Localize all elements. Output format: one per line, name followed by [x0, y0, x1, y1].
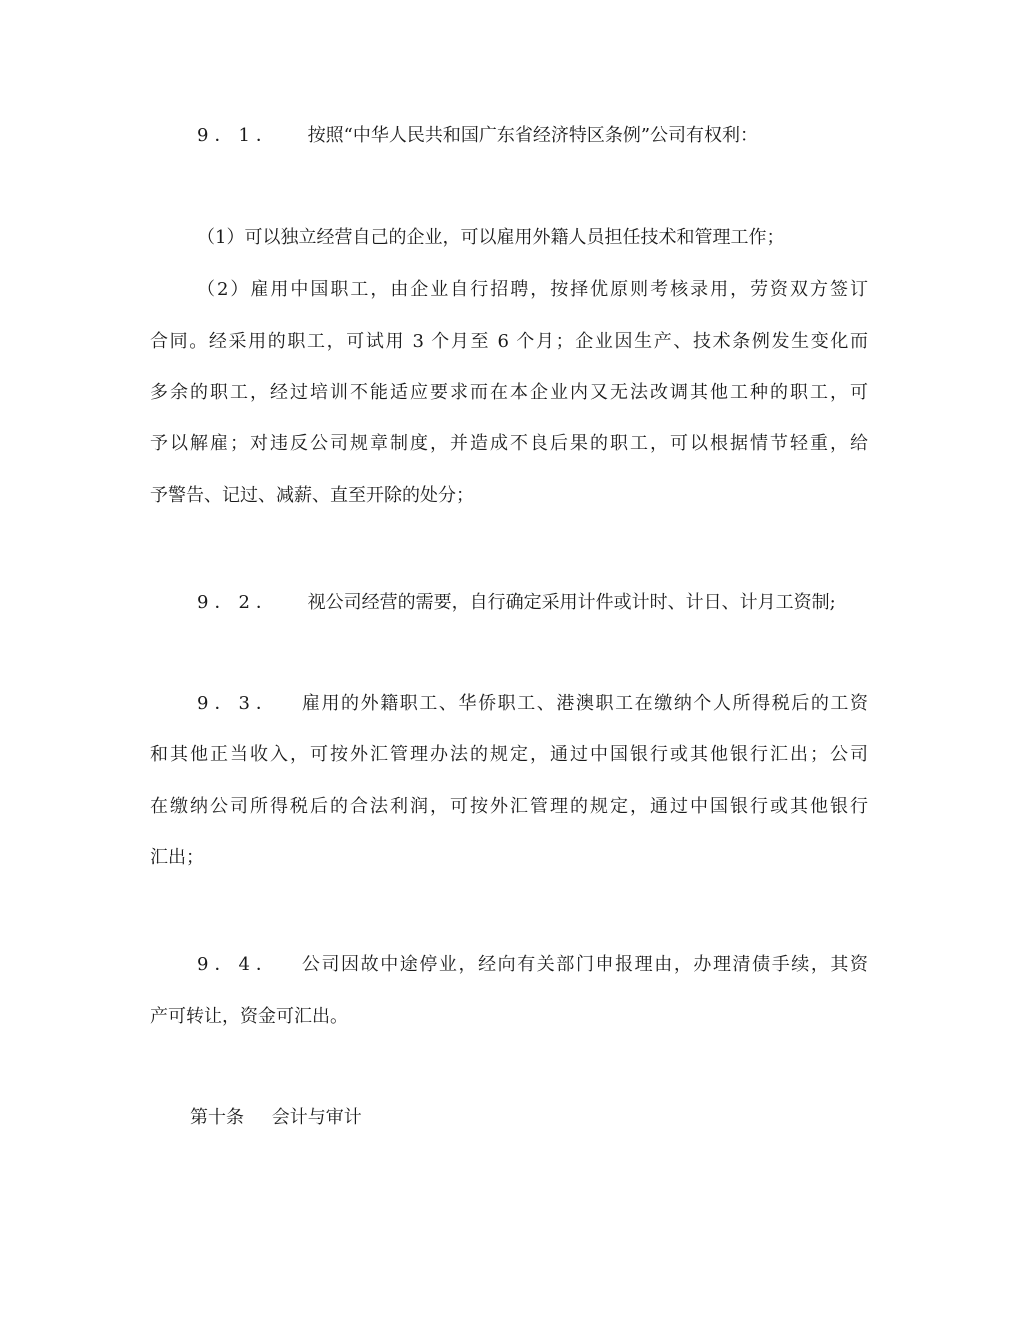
- article-title: 会计与审计: [271, 1107, 362, 1128]
- clause-9-1-item-1: （1）可以独立经营自己的企业，可以雇用外籍人员担任技术和管理工作；: [197, 227, 785, 248]
- article-10-heading: [190, 1106, 362, 1130]
- clause-9-3-line-4: 汇出；: [150, 847, 204, 868]
- clause-number: 9．3．: [197, 693, 280, 714]
- clause-text: 视公司经营的需要，自行确定采用计件或计时、计日、计月工资制;: [307, 592, 836, 613]
- clause-9-4-line-2: 产可转让，资金可汇出。: [150, 1006, 348, 1027]
- article-label: 第十条: [190, 1107, 244, 1128]
- clause-number: 9．1．: [197, 125, 280, 146]
- clause-text: 按照“中华人民共和国广东省经济特区条例”公司有权利：: [307, 125, 759, 146]
- clause-9-1-item-2-line-4: 予以解雇；对违反公司规章制度，并造成不良后果的职工，可以根据情节轻重，给: [150, 433, 868, 454]
- clause-9-3-line-1: [197, 692, 868, 716]
- clause-number: 9．2．: [197, 592, 280, 613]
- clause-number: 9．4．: [197, 954, 280, 975]
- clause-9-1-item-2-line-1: （2）雇用中国职工，由企业自行招聘，按择优原则考核录用，劳资双方签订: [197, 279, 868, 300]
- clause-9-3-line-3: 在缴纳公司所得税后的合法利润，可按外汇管理的规定，通过中国银行或其他银行: [150, 796, 868, 817]
- clause-9-4-line-1: [197, 953, 868, 977]
- clause-9-2: [197, 591, 836, 615]
- clause-text: 雇用的外籍职工、华侨职工、港澳职工在缴纳个人所得税后的工资: [301, 693, 868, 714]
- clause-9-1-item-2-line-2: 合同。经采用的职工，可试用 3 个月至 6 个月；企业因生产、技术条例发生变化而: [150, 331, 868, 352]
- clause-9-1: [197, 124, 758, 148]
- clause-9-1-item-2-line-3: 多余的职工，经过培训不能适应要求而在本企业内又无法改调其他工种的职工，可: [150, 382, 868, 403]
- clause-9-1-item-2-line-5: 予警告、记过、减薪、直至开除的处分；: [150, 485, 474, 506]
- clause-9-3-line-2: 和其他正当收入，可按外汇管理办法的规定，通过中国银行或其他银行汇出；公司: [150, 744, 868, 765]
- clause-text: 公司因故中途停业，经向有关部门申报理由，办理清债手续，其资: [301, 954, 868, 975]
